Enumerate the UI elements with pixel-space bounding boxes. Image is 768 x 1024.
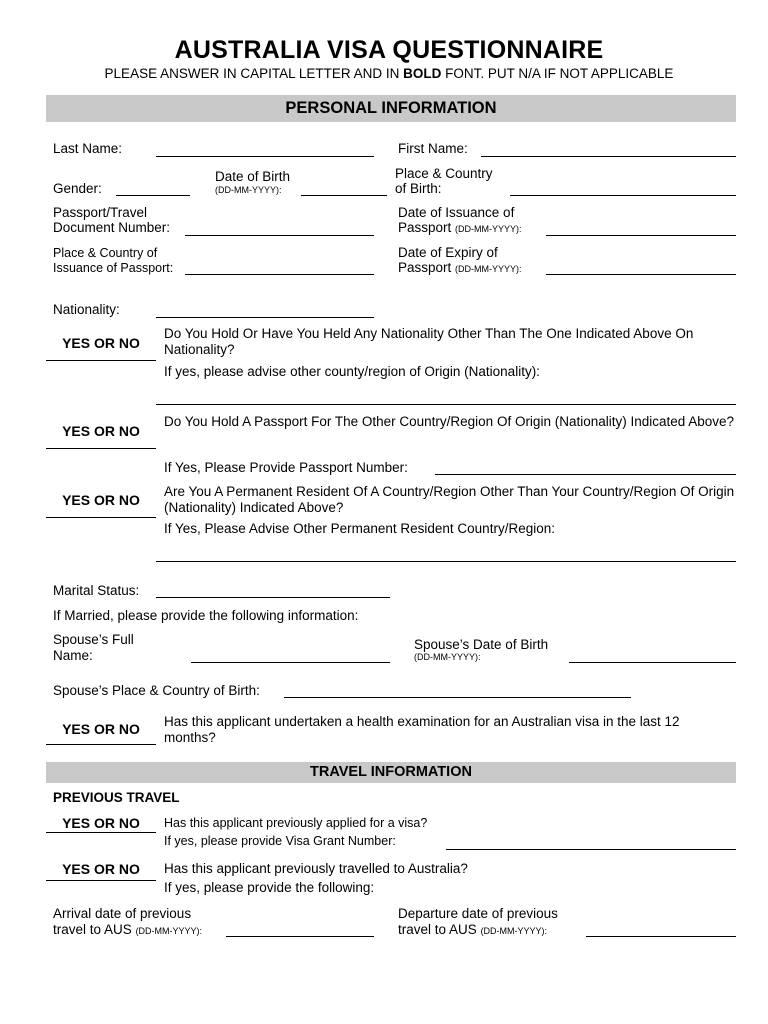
place-of-birth-field[interactable] [510, 195, 736, 196]
issuance-date-label-text: Passport [398, 220, 452, 235]
spouse-place-birth-label: Spouse’s Place & Country of Birth: [53, 683, 260, 698]
issuance-date-format-hint: (DD-MM-YYYY): [455, 224, 522, 234]
departure-date-field[interactable] [586, 936, 736, 937]
expiry-date-field[interactable] [546, 274, 736, 275]
yes-or-no-other-passport-line[interactable] [46, 448, 156, 449]
passport-number-label-1: Passport/Travel [53, 205, 148, 220]
last-name-label: Last Name: [53, 141, 123, 156]
spouse-name-label-1: Spouse’s Full [53, 632, 134, 647]
yes-or-no-other-nationality[interactable]: YES OR NO [62, 335, 140, 351]
followup-other-nationality: If yes, please advise other county/region of Origin (Nationality): [164, 364, 540, 379]
yes-or-no-other-passport[interactable]: YES OR NO [62, 423, 140, 439]
spouse-name-field[interactable] [191, 662, 390, 663]
spouse-place-birth-field[interactable] [284, 697, 631, 698]
departure-date-label-2 [398, 922, 547, 940]
place-of-birth-label-2: of Birth: [395, 181, 442, 196]
followup-other-passport: If Yes, Please Provide Passport Number: [164, 460, 408, 475]
permanent-resident-country-field[interactable] [156, 561, 736, 562]
gender-label: Gender: [53, 181, 102, 196]
yes-or-no-other-nationality-line[interactable] [46, 360, 156, 361]
yes-or-no-permanent-resident-line[interactable] [46, 517, 156, 518]
followup-visa-grant-number: If yes, please provide Visa Grant Number: [164, 834, 396, 848]
followup-travelled: If yes, please provide the following: [164, 880, 375, 895]
spouse-dob-format-hint: (DD-MM-YYYY): [414, 652, 481, 662]
form-title: AUSTRALIA VISA QUESTIONNAIRE [174, 36, 604, 64]
spouse-name-label-2: Name: [53, 648, 93, 663]
nationality-label: Nationality: [53, 302, 120, 317]
section-header-travel: TRAVEL INFORMATION [46, 762, 736, 783]
other-nationality-field[interactable] [156, 404, 736, 405]
question-other-passport: Do You Hold A Passport For The Other Country/Region Of Origin (Nationality) Indicated Above? [164, 414, 735, 429]
expiry-date-label-2 [398, 260, 522, 278]
issuance-date-field[interactable] [546, 235, 736, 236]
departure-date-format-hint: (DD-MM-YYYY): [480, 926, 548, 936]
visa-grant-number-field[interactable] [446, 849, 736, 850]
arrival-date-label-text: travel to AUS [53, 922, 132, 937]
section-header-personal: PERSONAL INFORMATION [46, 95, 736, 122]
instructions-text-1: PLEASE ANSWER IN CAPITAL LETTER AND IN [104, 66, 404, 81]
yes-or-no-travelled[interactable]: YES OR NO [62, 861, 140, 877]
yes-or-no-health-exam[interactable]: YES OR NO [62, 721, 140, 737]
question-health-exam: Has this applicant undertaken a health examination for an Australian visa in the last 12 months? [164, 714, 680, 745]
last-name-field[interactable] [156, 156, 374, 157]
dob-label: Date of Birth [215, 169, 291, 184]
departure-date-label-1: Departure date of previous [398, 906, 558, 921]
expiry-date-format-hint: (DD-MM-YYYY): [455, 264, 522, 274]
question-other-nationality: Do You Hold Or Have You Held Any Nationality Other Than The One Indicated Above On Nationality? [164, 326, 694, 357]
instructions-bold-word: BOLD [403, 66, 442, 81]
passport-number-label-2: Document Number: [53, 220, 171, 235]
dob-format-hint: (DD-MM-YYYY): [215, 185, 282, 195]
gender-field[interactable] [116, 195, 190, 196]
dob-field[interactable] [301, 195, 387, 196]
instructions-text-2: FONT. PUT N/A IF NOT APPLICABLE [441, 66, 674, 81]
question-applied-visa: Has this applicant previously applied for a visa? [164, 816, 428, 830]
place-of-birth-label-1: Place & Country [395, 166, 493, 181]
place-issuance-field[interactable] [185, 274, 374, 275]
question-permanent-resident: Are You A Permanent Resident Of A Country/Region Other Than Your Country/Region Of Origin (Nationality) Indicated Above? [164, 484, 735, 515]
followup-permanent-resident: If Yes, Please Advise Other Permanent Resident Country/Region: [164, 521, 555, 536]
marital-status-label: Marital Status: [53, 583, 140, 598]
expiry-date-label-1: Date of Expiry of [398, 245, 498, 260]
yes-or-no-permanent-resident[interactable]: YES OR NO [62, 492, 140, 508]
first-name-field[interactable] [481, 156, 736, 157]
marital-status-field[interactable] [156, 597, 390, 598]
passport-number-field[interactable] [185, 235, 374, 236]
nationality-field[interactable] [156, 317, 374, 318]
other-passport-number-field[interactable] [435, 474, 736, 475]
arrival-date-format-hint: (DD-MM-YYYY): [135, 926, 203, 936]
yes-or-no-health-exam-line[interactable] [46, 744, 156, 745]
question-travelled: Has this applicant previously travelled to Australia? [164, 861, 468, 876]
arrival-date-label-1: Arrival date of previous [53, 906, 192, 921]
issuance-date-label-1: Date of Issuance of [398, 205, 515, 220]
issuance-date-label-2 [398, 220, 522, 238]
departure-date-label-text: travel to AUS [398, 922, 477, 937]
previous-travel-heading: PREVIOUS TRAVEL [53, 790, 180, 805]
place-issuance-label-1: Place & Country of [53, 246, 158, 260]
first-name-label: First Name: [398, 141, 468, 156]
place-issuance-label-2: Issuance of Passport: [53, 261, 174, 275]
spouse-dob-label: Spouse’s Date of Birth [414, 637, 549, 652]
form-instructions [0, 66, 768, 81]
yes-or-no-applied-visa[interactable]: YES OR NO [62, 815, 140, 831]
if-married-note: If Married, please provide the following information: [53, 608, 359, 623]
expiry-date-label-text: Passport [398, 260, 452, 275]
yes-or-no-travelled-line[interactable] [46, 880, 156, 881]
spouse-dob-field[interactable] [569, 662, 736, 663]
arrival-date-label-2 [53, 922, 202, 940]
yes-or-no-applied-visa-line[interactable] [46, 832, 156, 833]
arrival-date-field[interactable] [226, 936, 374, 937]
